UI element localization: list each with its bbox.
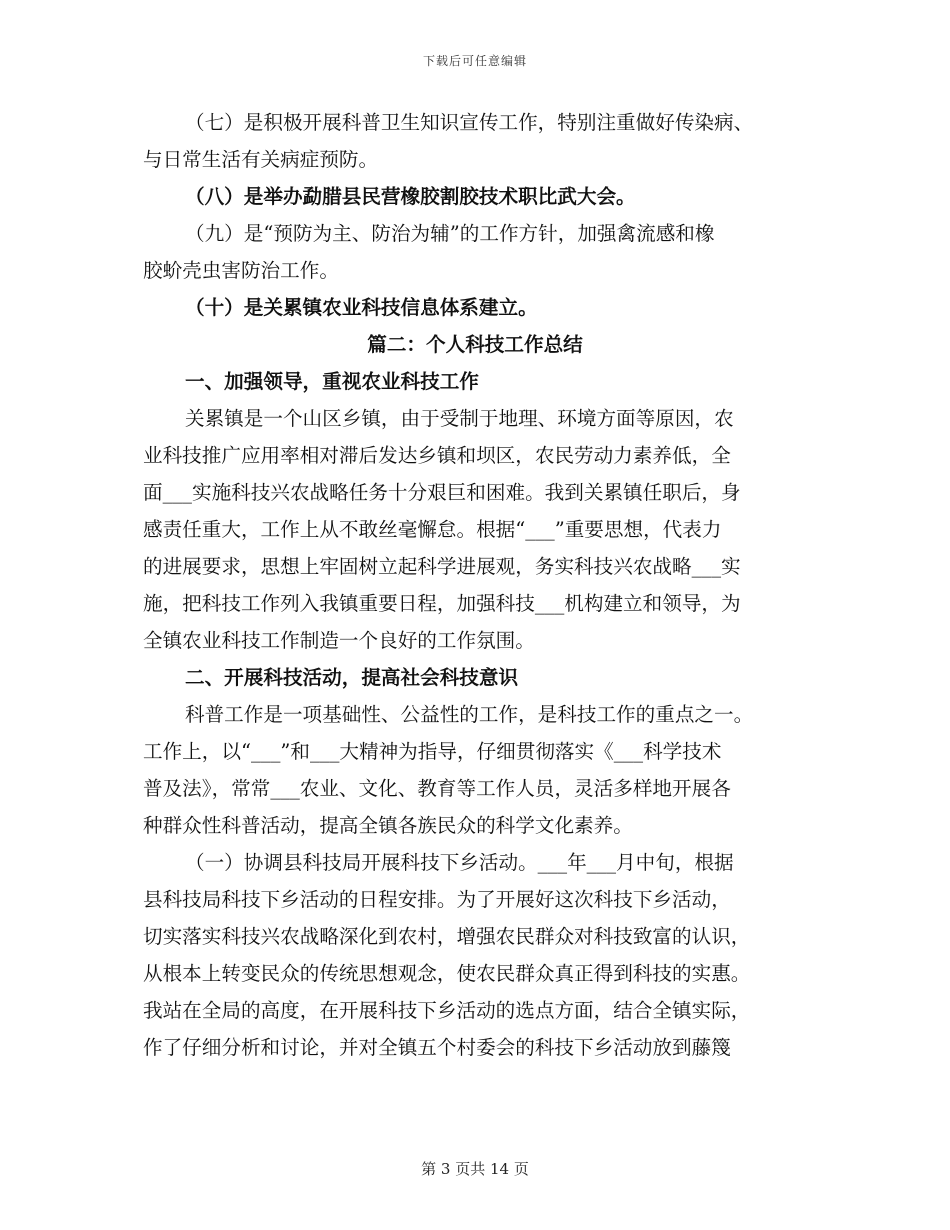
- paragraph-line: 县科技局科技下乡活动的日程安排。为了开展好这次科技下乡活动，: [143, 888, 731, 911]
- paragraph-line: 感责任重大，工作上从不敢丝毫懈怠。根据“___”重要思想，代表力: [143, 518, 722, 541]
- paragraph-line: 科普工作是一项基础性、公益性的工作，是科技工作的重点之一。: [185, 703, 754, 726]
- paragraph-line: 关累镇是一个山区乡镇，由于受制于地理、环境方面等原因，农: [185, 407, 734, 430]
- paragraph-line: 种群众性科普活动，提高全镇各族民众的科学文化素养。: [143, 814, 633, 837]
- paragraph-line: 我站在全局的高度，在开展科技下乡活动的选点方面，结合全镇实际，: [143, 999, 751, 1022]
- paragraph-line: 面___实施科技兴农战略任务十分艰巨和困难。我到关累镇任职后，身: [143, 481, 741, 504]
- paragraph-line: （九）是“预防为主、防治为辅”的工作方针，加强禽流感和橡: [185, 222, 715, 245]
- page-number-footer: 第 3 页共 14 页: [421, 1160, 529, 1178]
- paragraph-line: 全镇农业科技工作制造一个良好的工作氛围。: [143, 629, 535, 652]
- subsection-heading: 一、加强领导，重视农业科技工作: [185, 370, 479, 393]
- paragraph-line: 施，把科技工作列入我镇重要日程，加强科技___机构建立和领导，为: [143, 592, 741, 615]
- page-header: 下载后可任意编辑: [422, 54, 527, 68]
- paragraph-line: 与日常生活有关病症预防。: [143, 148, 379, 171]
- paragraph-line: 的进展要求，思想上牢固树立起科学进展观，务实科技兴农战略___实: [143, 555, 741, 578]
- bold-item-line: （十）是关累镇农业科技信息体系建立。: [185, 296, 538, 319]
- paragraph-line: 业科技推广应用率相对滞后发达乡镇和坝区，农民劳动力素养低，全: [143, 444, 731, 467]
- bold-item-line: （八）是举办勐腊县民营橡胶割胶技术职比武大会。: [185, 185, 636, 208]
- section-title: 篇二：个人科技工作总结: [367, 333, 583, 356]
- paragraph-line: 从根本上转变民众的传统思想观念，使农民群众真正得到科技的实惠。: [143, 962, 751, 985]
- paragraph-line: 普及法》，常常___农业、文化、教育等工作人员，灵活多样地开展各: [143, 777, 731, 800]
- paragraph-line: （一）协调县科技局开展科技下乡活动。___年___月中旬，根据: [185, 851, 734, 874]
- paragraph-line: 切实落实科技兴农战略深化到农村，增强农民群众对科技致富的认识，: [143, 925, 751, 948]
- paragraph-line: 胶蚧壳虫害防治工作。: [143, 259, 339, 282]
- paragraph-line: 作了仔细分析和讨论，并对全镇五个村委会的科技下乡活动放到藤篾: [143, 1036, 731, 1059]
- subsection-heading: 二、开展科技活动，提高社会科技意识: [185, 666, 519, 689]
- paragraph-line: （七）是积极开展科普卫生知识宣传工作，特别注重做好传染病、: [185, 111, 754, 134]
- paragraph-line: 工作上，以“___”和___大精神为指导，仔细贯彻落实《___科学技术: [143, 740, 722, 763]
- document-body: [143, 104, 807, 1066]
